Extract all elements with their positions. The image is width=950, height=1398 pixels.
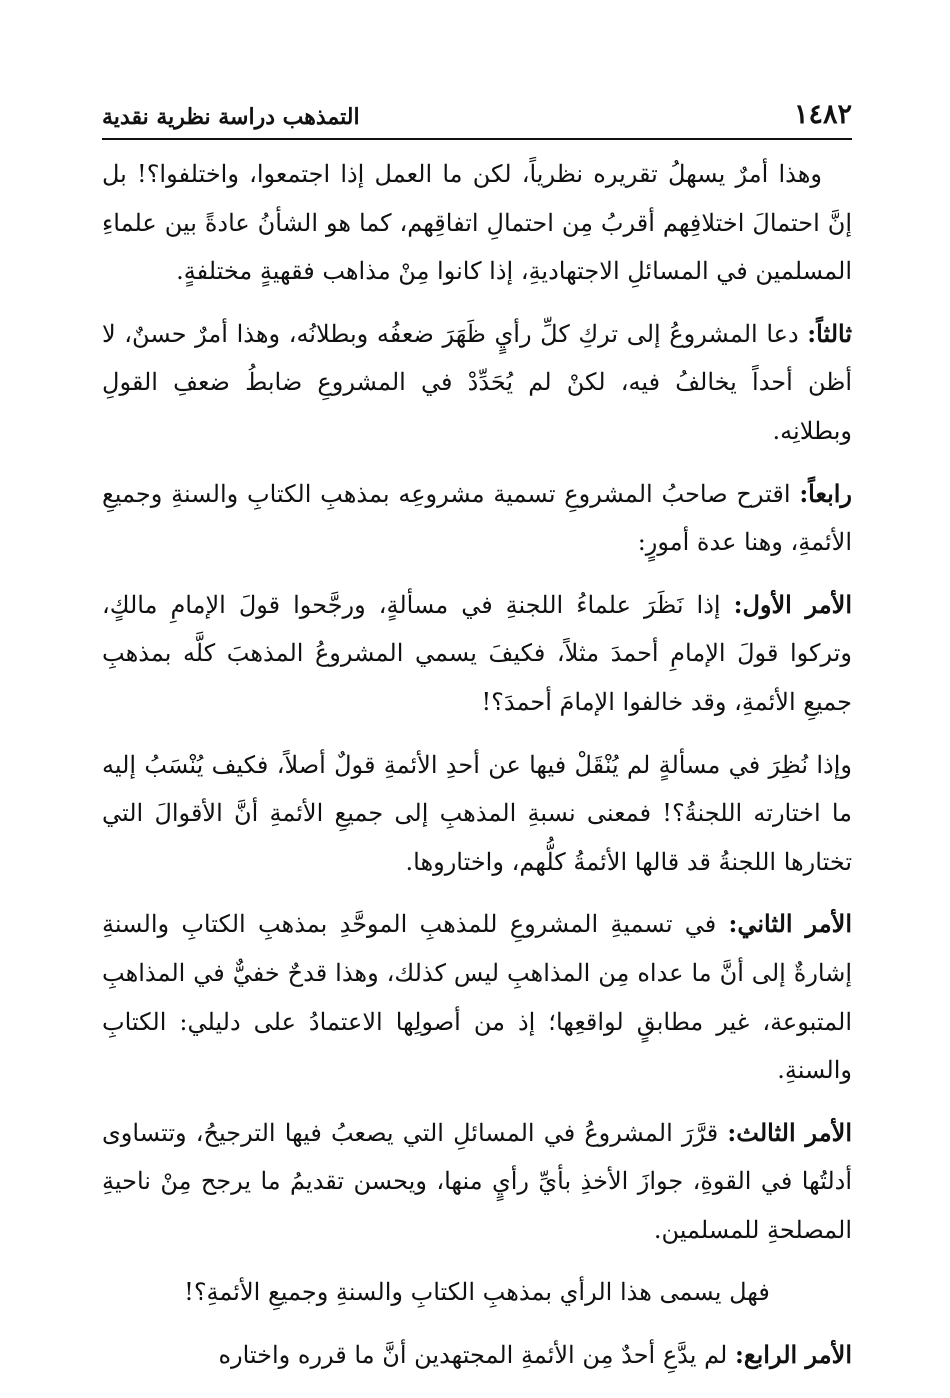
paragraph	[102, 581, 852, 727]
running-title: التمذهب دراسة نظرية نقدية	[102, 104, 360, 130]
paragraph-lead: ثالثاً:	[807, 318, 852, 348]
page-number: ١٤٨٢	[793, 99, 852, 130]
paragraph-lead: رابعاً:	[799, 478, 852, 508]
header-rule	[102, 138, 852, 140]
paragraph	[102, 1109, 852, 1255]
page-body	[102, 150, 852, 1394]
paragraph-text: فهل يسمى هذا الرأي بمذهبِ الكتابِ والسنةِ وجميعِ الأئمةِ؟!	[184, 1278, 770, 1307]
paragraph-text: إذا نَظَرَ علماءُ اللجنةِ في مسألةٍ، ورجَّحوا قولَ الإمامِ مالكٍ، وتركوا قولَ الإمامِ أحمدَ مثلاً، فكيفَ يسمي المشروعُ المذهبَ كلَّه بمذهبِ جميعِ الأئمةِ، وقد خالفوا الإمامَ أحمدَ؟!	[102, 590, 852, 716]
paragraph-text: وهذا أمرٌ يسهلُ تقريره نظرياً، لكن ما العمل إذا اجتمعوا، واختلفوا؟! بل إنَّ احتمالَ اختلافِهم أقربُ مِن احتمالِ اتفاقِهم، كما هو الشأنُ عادةً بين علماءِ المسلمين في المسائلِ الاجتهاديةِ، إذا كانوا مِنْ مذاهب فقهيةٍ مختلفةٍ.	[102, 160, 852, 286]
paragraph-text: دعا المشروعُ إلى تركِ كلِّ رأيٍ ظَهَرَ ضعفُه وبطلانُه، وهذا أمرٌ حسنٌ، لا أظن أحداً يخالفُ فيه، لكنْ لم يُحَدِّدْ في المشروعِ ضابطُ ضعفِ القولِ وبطلانِه.	[102, 319, 852, 445]
paragraph-text: وإذا نُظِرَ في مسألةٍ لم يُنْقَلْ فيها عن أحدِ الأئمةِ قولٌ أصلاً، فكيف يُنْسَبُ إليه ما اختارته اللجنةُ؟! فمعنى نسبةِ المذهبِ إلى جميعِ الأئمةِ أنَّ الأقوالَ التي تختارها اللجنةُ قد قالها الأئمةُ كلُّهم، واختاروها.	[102, 750, 852, 876]
paragraph-text: في تسميةِ المشروعِ للمذهبِ الموحَّدِ بمذهبِ الكتابِ والسنةِ إشارةٌ إلى أنَّ ما عداه مِن المذاهبِ ليس كذلك، وهذا قدحٌ خفيٌّ في المذاهبِ المتبوعة، غير مطابقٍ لواقعِها؛ إذ من أصولِها الاعتمادُ على دليلي: الكتابِ والسنةِ.	[102, 910, 852, 1085]
paragraph-text: لم يدَّعِ أحدٌ مِن الأئمةِ المجتهدين أنَّ ما قرره واختاره	[218, 1341, 735, 1370]
paragraph-text: اقترح صاحبُ المشروعِ تسمية مشروعِه بمذهبِ الكتابِ والسنةِ وجميعِ الأئمةِ، وهنا عدة أمورٍ:	[102, 479, 852, 557]
paragraph-lead: الأمر الثالث:	[727, 1117, 852, 1147]
paragraph	[102, 900, 852, 1094]
paragraph	[102, 310, 852, 456]
paragraph-text: قرَّرَ المشروعُ في المسائلِ التي يصعبُ فيها الترجيحُ، وتتساوى أدلتُها في القوةِ، جوازَ الأخذِ بأيِّ رأيٍ منها، ويحسن تقديمُ ما يرجح مِنْ ناحيةِ المصلحةِ للمسلمين.	[102, 1118, 852, 1244]
paragraph	[102, 1331, 852, 1380]
paragraph	[102, 741, 852, 887]
paragraph-question	[102, 1268, 852, 1317]
paragraph-lead: الأمر الأول:	[733, 589, 852, 619]
paragraph	[102, 150, 852, 296]
paragraph-lead: الأمر الثاني:	[728, 909, 852, 939]
paragraph	[102, 470, 852, 567]
paragraph-lead: الأمر الرابع:	[734, 1340, 852, 1370]
page-header	[102, 98, 852, 134]
